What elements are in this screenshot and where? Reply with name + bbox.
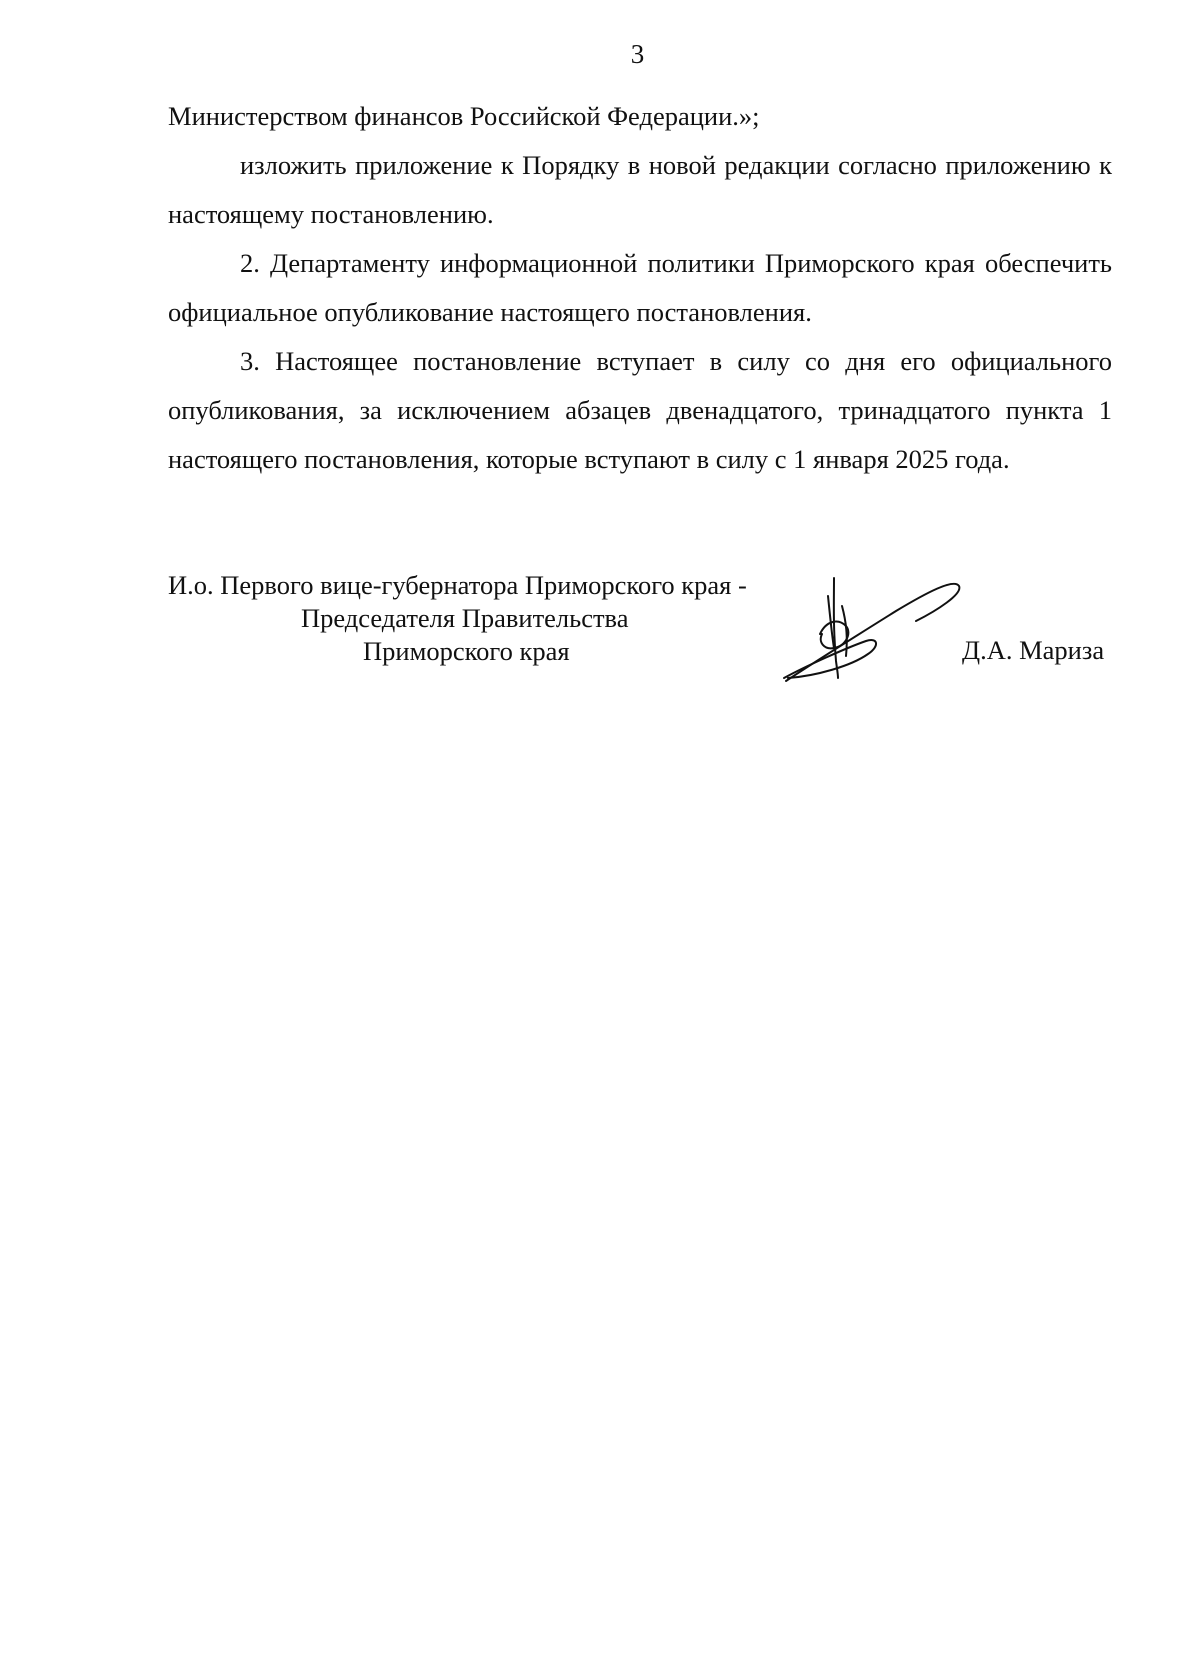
page-number: 3 <box>630 39 645 69</box>
signatory-title-line: Председателя Правительства <box>301 603 629 633</box>
signatory-title-line: Приморского края <box>363 636 570 666</box>
handwritten-signature <box>776 566 966 686</box>
paragraph-publication-order: 2. Департаменту информационной политики Приморского края обеспечить официальное опубликование настоящего постановления. <box>168 248 1112 327</box>
paragraph-entry-into-force: 3. Настоящее постановление вступает в силу со дня его официального опубликования, за исключением абзацев двенадцатого, тринадцатого пункта 1 настоящего постановления, которые вступают в силу с 1 января 2025 года. <box>168 346 1112 474</box>
paragraph-appendix-amendment: изложить приложение к Порядку в новой редакции согласно приложению к настоящему постановлению. <box>168 150 1112 229</box>
signatory-title-line: И.о. Первого вице-губернатора Приморского края - <box>168 570 747 600</box>
signatory-title <box>168 569 808 668</box>
document-body <box>168 92 1112 484</box>
signatory-name: Д.А. Мариза <box>962 635 1105 665</box>
paragraph-continuation: Министерством финансов Российской Федерации.»; <box>168 101 760 131</box>
